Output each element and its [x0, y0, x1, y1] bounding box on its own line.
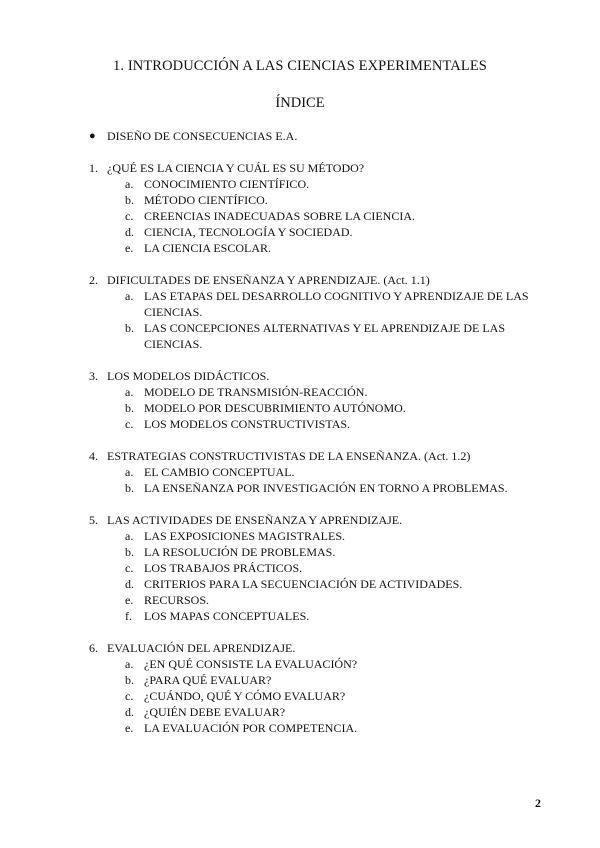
subsection-letter: f.: [125, 609, 132, 623]
section-title: EVALUACIÓN DEL APRENDIZAJE.: [107, 641, 296, 655]
subsection-text: MODELO DE TRANSMISIÓN-REACCIÓN.: [144, 385, 368, 399]
section-number: 1.: [89, 161, 98, 175]
subsection-item: [0, 176, 600, 192]
subsection-item: [0, 384, 600, 400]
subsection-letter: b.: [125, 545, 134, 559]
subsection-item: [0, 544, 600, 560]
subsection-letter: e.: [125, 593, 134, 607]
section-title: LOS MODELOS DIDÁCTICOS.: [107, 369, 270, 383]
subsection-item: [0, 720, 600, 736]
toc-section-6: [0, 640, 600, 736]
subsection-item: [0, 320, 600, 352]
subsection-item: [0, 608, 600, 624]
subsection-text: LOS TRABAJOS PRÁCTICOS.: [144, 561, 303, 575]
section-heading: [0, 448, 600, 464]
page-number: 2: [535, 796, 541, 810]
subsection-item: [0, 592, 600, 608]
subsection-item: [0, 416, 600, 432]
subsection-letter: e.: [125, 721, 134, 735]
subsection-text: ¿CUÁNDO, QUÉ Y CÓMO EVALUAR?: [144, 689, 346, 703]
subsection-letter: c.: [125, 417, 134, 431]
section-number: 2.: [89, 273, 98, 287]
subsection-letter: b.: [125, 193, 134, 207]
subsection-text: MÉTODO CIENTÍFICO.: [144, 193, 268, 207]
subsection-item: [0, 704, 600, 720]
subsection-letter: d.: [125, 705, 134, 719]
subsection-text: CONOCIMIENTO CIENTÍFICO.: [144, 177, 310, 191]
toc-section-1: [0, 160, 600, 256]
subsection-letter: a.: [125, 529, 134, 543]
subsection-letter: a.: [125, 465, 134, 479]
section-heading: [0, 640, 600, 656]
section-heading: [0, 160, 600, 176]
bullet-dot-icon: ●: [89, 130, 96, 142]
subsection-text: LA EVALUACIÓN POR COMPETENCIA.: [144, 721, 358, 735]
subsection-letter: a.: [125, 289, 134, 303]
subsection-text: ¿PARA QUÉ EVALUAR?: [144, 673, 272, 687]
subsection-item: [0, 560, 600, 576]
index-heading: ÍNDICE: [275, 95, 325, 111]
subsection-letter: e.: [125, 241, 134, 255]
subsection-item: [0, 240, 600, 256]
subsection-item: [0, 208, 600, 224]
document-title: 1. INTRODUCCIÓN A LAS CIENCIAS EXPERIMENTALES: [113, 58, 487, 74]
subsection-text: EL CAMBIO CONCEPTUAL.: [144, 465, 295, 479]
subsection-item: [0, 656, 600, 672]
subsection-text: LOS MODELOS CONSTRUCTIVISTAS.: [144, 417, 351, 431]
section-number: 6.: [89, 641, 98, 655]
subsection-letter: c.: [125, 209, 134, 223]
section-title: LAS ACTIVIDADES DE ENSEÑANZA Y APRENDIZAJE.: [107, 513, 403, 527]
intro-bullet-item: [0, 128, 600, 144]
toc-section-4: [0, 448, 600, 496]
subsection-text: LAS ETAPAS DEL DESARROLLO COGNITIVO Y APRENDIZAJE DE LAS CIENCIAS.: [144, 289, 529, 319]
subsection-item: [0, 688, 600, 704]
table-of-contents: [0, 128, 600, 752]
subsection-text: LOS MAPAS CONCEPTUALES.: [144, 609, 310, 623]
subsection-item: [0, 224, 600, 240]
subsection-letter: a.: [125, 385, 134, 399]
section-heading: [0, 512, 600, 528]
section-title: ESTRATEGIAS CONSTRUCTIVISTAS DE LA ENSEÑANZA. (Act. 1.2): [107, 449, 471, 463]
subsection-text: LA RESOLUCIÓN DE PROBLEMAS.: [144, 545, 336, 559]
subsection-letter: d.: [125, 225, 134, 239]
subsection-text: LAS EXPOSICIONES MAGISTRALES.: [144, 529, 346, 543]
section-heading: [0, 368, 600, 384]
toc-section-3: [0, 368, 600, 432]
subsection-text: LA ENSEÑANZA POR INVESTIGACIÓN EN TORNO A PROBLEMAS.: [144, 481, 508, 495]
subsection-letter: a.: [125, 177, 134, 191]
subsection-text: MODELO POR DESCUBRIMIENTO AUTÓNOMO.: [144, 401, 406, 415]
subsection-letter: b.: [125, 321, 134, 335]
section-title: ¿QUÉ ES LA CIENCIA Y CUÁL ES SU MÉTODO?: [107, 161, 365, 175]
subsection-text: LA CIENCIA ESCOLAR.: [144, 241, 272, 255]
subsection-item: [0, 192, 600, 208]
subsection-text: RECURSOS.: [144, 593, 210, 607]
subsection-text: ¿EN QUÉ CONSISTE LA EVALUACIÓN?: [144, 657, 358, 671]
subsection-text: LAS CONCEPCIONES ALTERNATIVAS Y EL APRENDIZAJE DE LAS CIENCIAS.: [144, 321, 506, 351]
subsection-text: CIENCIA, TECNOLOGÍA Y SOCIEDAD.: [144, 225, 353, 239]
subsection-letter: b.: [125, 481, 134, 495]
section-number: 5.: [89, 513, 98, 527]
subsection-item: [0, 480, 600, 496]
subsection-text: CRITERIOS PARA LA SECUENCIACIÓN DE ACTIVIDADES.: [144, 577, 463, 591]
subsection-letter: c.: [125, 561, 134, 575]
section-heading: [0, 272, 600, 288]
subsection-letter: a.: [125, 657, 134, 671]
subsection-item: [0, 576, 600, 592]
subsection-text: CREENCIAS INADECUADAS SOBRE LA CIENCIA.: [144, 209, 416, 223]
toc-section-5: [0, 512, 600, 624]
subsection-item: [0, 528, 600, 544]
subsection-letter: b.: [125, 401, 134, 415]
section-number: 4.: [89, 449, 98, 463]
intro-bullet-text: DISEÑO DE CONSECUENCIAS E.A.: [107, 129, 298, 143]
subsection-letter: b.: [125, 673, 134, 687]
section-title: DIFICULTADES DE ENSEÑANZA Y APRENDIZAJE. (Act. 1.1): [107, 273, 430, 287]
subsection-item: [0, 672, 600, 688]
section-number: 3.: [89, 369, 98, 383]
toc-section-2: [0, 272, 600, 352]
subsection-item: [0, 288, 600, 320]
subsection-text: ¿QUIÉN DEBE EVALUAR?: [144, 705, 286, 719]
subsection-letter: c.: [125, 689, 134, 703]
subsection-letter: d.: [125, 577, 134, 591]
subsection-item: [0, 464, 600, 480]
subsection-item: [0, 400, 600, 416]
